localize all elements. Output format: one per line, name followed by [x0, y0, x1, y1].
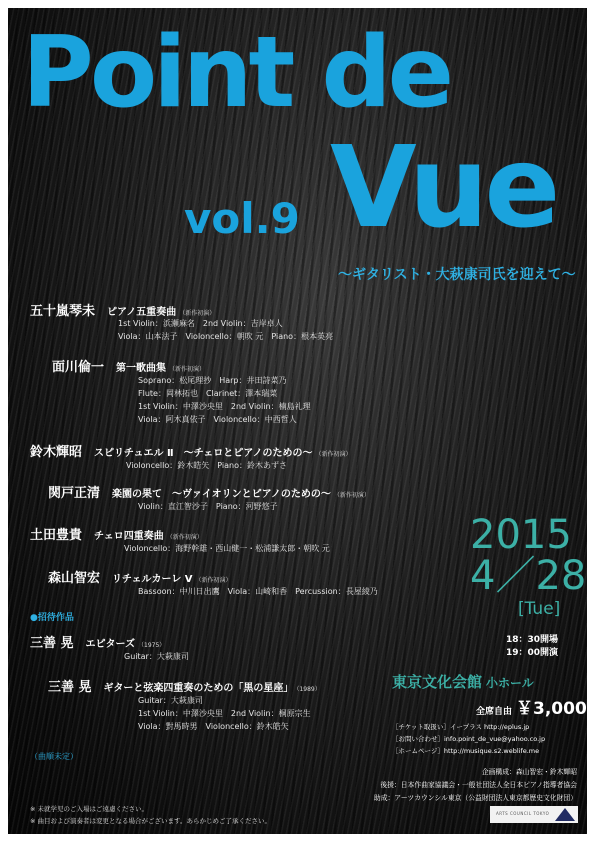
performer-line: Guitar：大萩康司: [138, 696, 203, 705]
logo-text: ARTS COUNCIL TOKYO: [496, 811, 550, 816]
price-label: 全席自由: [476, 707, 513, 717]
work-title: リチェルカーレ V: [112, 574, 193, 585]
work-3: [30, 441, 352, 460]
performer-line: Violin：直江智沙子 Piano：河野悠子: [138, 502, 278, 511]
invited-work-1: [30, 632, 165, 651]
invited-work-2: [48, 676, 321, 695]
work-note: （新作初演）: [169, 366, 206, 373]
performer-line: Violoncello：海野幹雄・西山健一・松浦謙太郎・朝吹 元: [124, 544, 330, 553]
performer-line: Bassoon：中川日出鷹 Viola：山崎和香 Percussion：長屋綾乃: [138, 587, 378, 596]
composer-name: 関戸正清: [48, 486, 101, 501]
work-note: （1975）: [138, 642, 166, 649]
work-note: （新作初演）: [195, 577, 232, 584]
composer-name: 土田豊貴: [30, 528, 83, 543]
start-time: 19：00開演: [506, 648, 559, 658]
work-title: ギターと弦楽四重奏のための「黒の星座」: [103, 683, 294, 694]
performer-line: Viola：山本法子 Violoncello：朝吹 元 Piano：根本英亮: [118, 332, 334, 341]
composer-name: 三善 晃: [30, 636, 74, 651]
work-title: スピリチュエル Ⅱ ～チェロとピアノのための～: [94, 448, 313, 459]
footnote: ※ 曲目および演奏者は変更となる場合がございます。あらかじめご了承ください。: [30, 817, 271, 825]
poster: [8, 8, 587, 834]
work-6: [48, 567, 232, 586]
contact-info: ［お問い合わせ］info.point_de_vue@yahoo.co.jp: [392, 735, 546, 743]
grant-credit: 助成：アーツカウンシル東京（公益財団法人東京都歴史文化財団）: [373, 794, 577, 802]
performer-line: Guitar：大萩康司: [124, 652, 189, 661]
door-open-time: 18：30開場: [506, 635, 559, 645]
arts-council-tokyo-logo: [490, 806, 578, 823]
volume-number: vol.9: [184, 194, 300, 243]
work-title: チェロ四重奏曲: [94, 531, 164, 542]
work-title: エピターズ: [85, 639, 136, 650]
venue-hall: 小ホール: [486, 676, 534, 690]
performer-line: Violoncello：鈴木皓矢 Piano：鈴木あずさ: [126, 461, 287, 470]
title-point-de: Point de: [22, 16, 451, 130]
composer-name: 鈴木輝昭: [30, 445, 83, 460]
event-month-day: 4／28: [470, 553, 587, 599]
composer-name: 森山智宏: [48, 571, 101, 586]
work-1: [30, 300, 215, 319]
work-note: （新作初演）: [179, 310, 216, 317]
ticket-info: ［チケット取扱い］イープラス http://eplus.jp: [392, 723, 530, 731]
ticket-price: [476, 694, 587, 719]
homepage-info: ［ホームページ］http://musique.s2.weblife.me: [392, 747, 540, 755]
title-vue: Vue: [330, 123, 557, 253]
venue-name: 東京文化会館: [392, 673, 483, 691]
performer-line: 1st Violin：中澤沙央里 2nd Violin：楠島礼理: [138, 402, 311, 411]
work-note: （新作初演）: [333, 492, 370, 499]
composer-name: 三善 晃: [48, 680, 92, 695]
price-value: ￥3,000: [516, 699, 587, 719]
event-year: 2015: [470, 512, 572, 558]
performer-line: Viola：對馬時男 Violoncello：鈴木皓矢: [138, 722, 289, 731]
subtitle: ～ギタリスト・大萩康司氏を迎えて～: [338, 267, 576, 283]
performer-line: Flute：岡林拓也 Clarinet：澤本瑞菜: [138, 389, 278, 398]
work-title: 楽園の果て ～ヴァイオリンとピアノのための～: [112, 489, 331, 500]
composer-name: 面川倫一: [52, 360, 105, 375]
performer-line: Viola：阿木真依子 Violoncello：中西哲人: [138, 415, 297, 424]
performer-line: 1st Violin：中澤沙央里 2nd Violin：桐原宗生: [138, 709, 311, 718]
order-undecided-note: （曲順未定）: [30, 752, 78, 761]
work-5: [30, 524, 203, 543]
work-title: 第一歌曲集: [116, 363, 167, 374]
work-2: [52, 356, 205, 375]
performer-line: Soprano：松尾理抄 Harp：井田詩菜乃: [138, 376, 287, 385]
planning-credit: 企画構成：森山智宏・鈴木輝昭: [481, 768, 577, 776]
work-note: （新作初演）: [166, 534, 203, 541]
work-4: [48, 482, 370, 501]
support-credit: 後援：日本作曲家協議会・一般社団法人全日本ピアノ指導者協会: [380, 781, 577, 789]
venue: [392, 671, 534, 692]
composer-name: 五十嵐琴未: [30, 304, 96, 319]
invited-works-label: ●招待作品: [30, 613, 74, 623]
performer-line: 1st Violin：浜瀬麻名 2nd Violin：吉岸卓人: [118, 319, 283, 328]
work-title: ピアノ五重奏曲: [107, 307, 177, 318]
triangle-logo-icon: [555, 808, 575, 821]
work-note: （新作初演）: [315, 451, 352, 458]
event-weekday: [Tue]: [518, 599, 561, 619]
footnote: ※ 未就学児のご入場はご遠慮ください。: [30, 805, 149, 813]
work-note: （1989）: [296, 686, 321, 693]
